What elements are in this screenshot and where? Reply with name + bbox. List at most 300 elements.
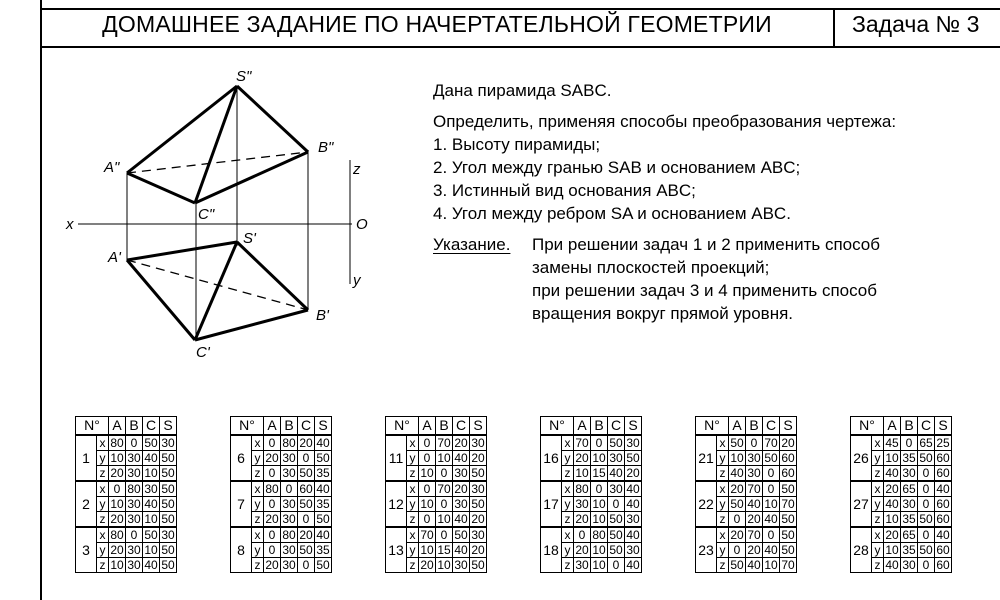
edge-a2-b2-hidden xyxy=(127,152,308,173)
table-cell: 40 xyxy=(747,557,761,572)
table-row xyxy=(696,527,797,543)
table-cell: 30 xyxy=(282,511,296,526)
table-cell: 50 xyxy=(161,465,175,480)
column-header: A xyxy=(419,417,436,436)
table-cell: 10 xyxy=(110,557,124,572)
table-cell: 50 xyxy=(919,542,933,557)
table-cell: 40 xyxy=(144,450,158,465)
table-cell: 30 xyxy=(575,557,589,572)
table-cell: 20 xyxy=(730,481,744,496)
table-cell: 0 xyxy=(608,497,625,512)
table-cell: 30 xyxy=(282,465,296,480)
column-header-number: N° xyxy=(541,417,574,436)
table-cell: 30 xyxy=(575,496,589,511)
variant-number: 23 xyxy=(696,527,717,573)
table-cell: 10 xyxy=(144,511,158,526)
table-cell: 30 xyxy=(902,496,916,511)
table-cell: 20 xyxy=(299,527,313,542)
axis-label: y xyxy=(717,543,729,558)
table-cell: 20 xyxy=(575,450,589,465)
table-cell: 30 xyxy=(609,481,623,496)
table-cell: 40 xyxy=(454,542,468,557)
table-cell: 40 xyxy=(454,511,468,526)
table-cell: 10 xyxy=(885,450,899,465)
edge-c1-a1 xyxy=(127,260,195,340)
label-a2: A" xyxy=(104,159,120,176)
axis-label: y xyxy=(407,497,419,512)
table-cell: 40 xyxy=(764,542,778,557)
table-cell: 0 xyxy=(419,451,436,466)
table-cell: 0 xyxy=(918,481,935,497)
table-cell: 60 xyxy=(781,450,795,465)
variant-number: 11 xyxy=(386,435,407,481)
axis-label: z xyxy=(562,558,574,573)
table-cell: 60 xyxy=(936,450,950,465)
table-cell: 50 xyxy=(161,450,175,465)
variant-number: 3 xyxy=(76,527,97,573)
table-header-row xyxy=(76,417,177,436)
axis-label: y xyxy=(97,497,109,512)
table-cell: 0 xyxy=(436,527,453,543)
table-cell: 70 xyxy=(781,557,795,572)
axis-label: x xyxy=(562,435,574,451)
table-cell: 10 xyxy=(144,542,158,557)
column-header: S xyxy=(470,417,487,436)
table-cell: 50 xyxy=(299,542,313,557)
column-header-number: N° xyxy=(851,417,884,436)
table-row xyxy=(386,435,487,451)
table-cell: 80 xyxy=(575,481,589,496)
table-cell: 10 xyxy=(764,557,778,572)
title-separator xyxy=(833,8,835,48)
variant-table xyxy=(695,416,797,573)
table-cell: 15 xyxy=(592,465,606,480)
page-title: ДОМАШНЕЕ ЗАДАНИЕ ПО НАЧЕРТАТЕЛЬНОЙ ГЕОМЕТРИИ xyxy=(102,11,772,37)
table-cell: 50 xyxy=(454,527,468,542)
axis-label: z xyxy=(562,466,574,482)
table-cell: 35 xyxy=(316,465,330,480)
table-cell: 35 xyxy=(902,511,916,526)
table-cell: 20 xyxy=(454,481,468,496)
table-cell: 10 xyxy=(592,557,606,572)
table-cell: 0 xyxy=(298,558,315,573)
table-cell: 70 xyxy=(420,527,434,542)
table-row xyxy=(696,435,797,451)
table-cell: 50 xyxy=(316,511,330,526)
table-cell: 50 xyxy=(609,435,623,450)
table-cell: 10 xyxy=(437,511,451,526)
intro-text: Определить, применяя способы преобразования чертежа: xyxy=(433,112,897,131)
table-cell: 50 xyxy=(161,496,175,511)
table-cell: 0 xyxy=(419,435,436,451)
table-row xyxy=(231,435,332,451)
table-cell: 10 xyxy=(730,450,744,465)
column-header: B xyxy=(436,417,453,436)
axis-label: y xyxy=(407,451,419,466)
axis-label: z xyxy=(717,512,729,528)
variant-number: 27 xyxy=(851,481,872,527)
table-cell: 10 xyxy=(437,450,451,465)
table-cell: 30 xyxy=(127,511,141,526)
table-cell: 50 xyxy=(781,511,795,526)
column-header: B xyxy=(746,417,763,436)
table-cell: 80 xyxy=(592,527,606,542)
table-cell: 40 xyxy=(316,435,330,450)
table-cell: 40 xyxy=(626,527,640,542)
table-cell: 10 xyxy=(437,557,451,572)
column-header: B xyxy=(901,417,918,436)
table-cell: 50 xyxy=(919,511,933,526)
table-cell: 0 xyxy=(574,527,591,543)
axis-label: y xyxy=(562,497,574,512)
table-cell: 50 xyxy=(161,557,175,572)
table-cell: 70 xyxy=(747,481,761,496)
table-cell: 10 xyxy=(420,496,434,511)
axis-label: x xyxy=(252,435,264,451)
table-cell: 10 xyxy=(575,465,589,480)
table-cell: 10 xyxy=(592,542,606,557)
label-b1: B' xyxy=(316,307,329,324)
table-header-row xyxy=(231,417,332,436)
table-cell: 50 xyxy=(919,450,933,465)
table-cell: 20 xyxy=(265,557,279,572)
table-cell: 10 xyxy=(885,542,899,557)
label-c1: C' xyxy=(196,344,210,361)
variant-number: 8 xyxy=(231,527,252,573)
axis-label: x xyxy=(252,481,264,497)
table-cell: 50 xyxy=(626,450,640,465)
column-header: C xyxy=(763,417,780,436)
task-item-3: 3. Истинный вид основания ABC; xyxy=(433,181,696,200)
table-cell: 50 xyxy=(781,527,795,542)
table-cell: 0 xyxy=(281,481,298,497)
table-cell: 30 xyxy=(471,527,485,542)
column-header: C xyxy=(608,417,625,436)
table-cell: 15 xyxy=(437,542,451,557)
table-cell: 50 xyxy=(730,496,744,511)
axis-label: z xyxy=(97,466,109,482)
table-cell: 40 xyxy=(316,527,330,542)
table-cell: 0 xyxy=(298,512,315,528)
table-cell: 10 xyxy=(592,496,606,511)
table-cell: 10 xyxy=(592,511,606,526)
table-cell: 0 xyxy=(264,543,281,558)
table-header-row xyxy=(851,417,952,436)
table-cell: 60 xyxy=(781,465,795,480)
table-cell: 0 xyxy=(763,481,780,497)
table-header-row xyxy=(386,417,487,436)
table-cell: 30 xyxy=(127,450,141,465)
table-cell: 0 xyxy=(419,512,436,528)
table-cell: 20 xyxy=(110,542,124,557)
hint-label: Указание. xyxy=(433,235,511,254)
table-cell: 50 xyxy=(144,527,158,542)
table-cell: 30 xyxy=(902,465,916,480)
table-row xyxy=(541,527,642,543)
table-cell: 0 xyxy=(264,435,281,451)
variant-number: 2 xyxy=(76,481,97,527)
column-header: S xyxy=(160,417,177,436)
table-cell: 40 xyxy=(626,481,640,496)
column-header: S xyxy=(780,417,797,436)
axis-label: y xyxy=(97,543,109,558)
axis-label: x xyxy=(407,527,419,543)
axis-label: y xyxy=(717,497,729,512)
table-cell: 35 xyxy=(316,496,330,511)
axis-label: x xyxy=(872,527,884,543)
label-y: y xyxy=(353,272,361,289)
table-cell: 0 xyxy=(763,527,780,543)
column-header: A xyxy=(729,417,746,436)
variant-table xyxy=(230,416,332,573)
table-cell: 80 xyxy=(127,481,141,496)
table-row xyxy=(76,527,177,543)
table-cell: 60 xyxy=(936,511,950,526)
table-cell: 50 xyxy=(299,496,313,511)
table-cell: 20 xyxy=(110,465,124,480)
table-cell: 30 xyxy=(454,496,468,511)
column-header: S xyxy=(935,417,952,436)
axis-label: y xyxy=(252,451,264,466)
table-cell: 70 xyxy=(764,435,778,450)
table-cell: 20 xyxy=(747,542,761,557)
table-cell: 0 xyxy=(419,481,436,497)
table-cell: 30 xyxy=(161,435,175,450)
table-cell: 30 xyxy=(144,481,158,496)
table-cell: 65 xyxy=(902,527,916,542)
table-cell: 20 xyxy=(471,542,485,557)
table-cell: 65 xyxy=(919,435,933,450)
table-cell: 40 xyxy=(316,481,330,496)
table-cell: 10 xyxy=(110,450,124,465)
table-cell: 30 xyxy=(127,542,141,557)
table-cell: 10 xyxy=(420,465,434,480)
axis-label: y xyxy=(252,543,264,558)
axis-label: z xyxy=(872,558,884,573)
axis-label: z xyxy=(252,466,264,482)
table-cell: 40 xyxy=(144,557,158,572)
table-row xyxy=(76,435,177,451)
table-cell: 30 xyxy=(471,435,485,450)
axis-label: y xyxy=(407,543,419,558)
table-cell: 20 xyxy=(471,450,485,465)
table-row xyxy=(386,527,487,543)
axis-label: x xyxy=(717,527,729,543)
table-cell: 60 xyxy=(936,542,950,557)
table-cell: 0 xyxy=(591,435,608,451)
table-cell: 80 xyxy=(110,435,124,450)
table-cell: 0 xyxy=(918,558,935,573)
axis-label: x xyxy=(252,527,264,543)
table-cell: 0 xyxy=(918,466,935,482)
axis-label: y xyxy=(97,451,109,466)
table-cell: 0 xyxy=(729,512,746,528)
table-cell: 0 xyxy=(298,451,315,466)
table-cell: 50 xyxy=(316,557,330,572)
table-cell: 30 xyxy=(282,557,296,572)
table-cell: 50 xyxy=(144,435,158,450)
table-cell: 0 xyxy=(126,527,143,543)
table-header-row xyxy=(696,417,797,436)
axis-label: x xyxy=(407,481,419,497)
table-cell: 30 xyxy=(902,557,916,572)
variant-number: 1 xyxy=(76,435,97,481)
label-s2: S" xyxy=(236,68,252,85)
axis-label: y xyxy=(717,451,729,466)
table-cell: 40 xyxy=(885,465,899,480)
table-cell: 65 xyxy=(902,481,916,496)
table-cell: 50 xyxy=(471,465,485,480)
table-cell: 70 xyxy=(437,481,451,496)
table-cell: 50 xyxy=(781,481,795,496)
table-cell: 20 xyxy=(265,450,279,465)
column-header-number: N° xyxy=(696,417,729,436)
table-row xyxy=(386,481,487,497)
table-cell: 40 xyxy=(936,527,950,542)
axis-label: x xyxy=(562,481,574,497)
column-header: C xyxy=(298,417,315,436)
edge-a1-s1 xyxy=(127,242,237,260)
column-header-number: N° xyxy=(231,417,264,436)
table-cell: 60 xyxy=(936,465,950,480)
table-cell: 70 xyxy=(781,496,795,511)
table-cell: 20 xyxy=(299,435,313,450)
variant-number: 7 xyxy=(231,481,252,527)
table-cell: 35 xyxy=(902,542,916,557)
table-cell: 20 xyxy=(575,511,589,526)
label-s1: S' xyxy=(243,230,256,247)
table-cell: 50 xyxy=(730,557,744,572)
given-text: Дана пирамида SABC. xyxy=(433,81,612,100)
column-header: B xyxy=(126,417,143,436)
table-cell: 0 xyxy=(591,481,608,497)
column-header: B xyxy=(591,417,608,436)
task-number: Задача № 3 xyxy=(852,11,980,37)
edge-b1-c1 xyxy=(195,310,308,340)
table-cell: 20 xyxy=(575,542,589,557)
table-cell: 0 xyxy=(901,435,918,451)
table-cell: 50 xyxy=(299,465,313,480)
axis-label: x xyxy=(97,527,109,543)
table-row xyxy=(541,435,642,451)
table-cell: 50 xyxy=(609,542,623,557)
table-cell: 70 xyxy=(437,435,451,450)
axis-label: z xyxy=(97,558,109,573)
table-cell: 0 xyxy=(264,527,281,543)
table-cell: 50 xyxy=(161,481,175,496)
axis-label: x xyxy=(872,435,884,451)
table-cell: 35 xyxy=(316,542,330,557)
axis-label: z xyxy=(872,512,884,528)
axis-label: y xyxy=(562,451,574,466)
table-cell: 30 xyxy=(282,450,296,465)
table-cell: 0 xyxy=(109,481,126,497)
task-item-4: 4. Угол между ребром SA и основанием ABC. xyxy=(433,204,791,223)
table-cell: 0 xyxy=(436,497,453,512)
variant-number: 6 xyxy=(231,435,252,481)
axis-label: y xyxy=(562,543,574,558)
axis-label: x xyxy=(407,435,419,451)
table-cell: 50 xyxy=(781,542,795,557)
axis-label: y xyxy=(872,497,884,512)
axis-label: x xyxy=(717,481,729,497)
table-cell: 50 xyxy=(316,450,330,465)
table-row xyxy=(541,481,642,497)
column-header: S xyxy=(625,417,642,436)
table-cell: 20 xyxy=(454,435,468,450)
axis-label: x xyxy=(97,435,109,451)
variant-table xyxy=(850,416,952,573)
table-cell: 30 xyxy=(454,465,468,480)
label-a1: A' xyxy=(108,249,121,266)
table-cell: 30 xyxy=(127,496,141,511)
axis-label: x xyxy=(97,481,109,497)
table-cell: 40 xyxy=(626,557,640,572)
table-cell: 40 xyxy=(626,496,640,511)
hint-line-3: при решении задач 3 и 4 применить способ xyxy=(532,281,877,300)
table-cell: 60 xyxy=(936,557,950,572)
variant-number: 28 xyxy=(851,527,872,573)
table-cell: 30 xyxy=(626,542,640,557)
table-cell: 0 xyxy=(918,527,935,543)
table-cell: 20 xyxy=(471,511,485,526)
table-cell: 50 xyxy=(764,450,778,465)
table-cell: 40 xyxy=(609,465,623,480)
table-cell: 10 xyxy=(885,511,899,526)
table-cell: 50 xyxy=(730,435,744,450)
edge-s2-b2 xyxy=(237,86,308,152)
table-cell: 20 xyxy=(110,511,124,526)
edge-s1-c1 xyxy=(195,242,237,340)
table-cell: 20 xyxy=(265,511,279,526)
table-cell: 30 xyxy=(454,557,468,572)
axis-label: z xyxy=(407,512,419,528)
variant-table xyxy=(385,416,487,573)
table-cell: 50 xyxy=(471,496,485,511)
table-cell: 30 xyxy=(471,481,485,496)
table-header-row xyxy=(541,417,642,436)
variant-number: 16 xyxy=(541,435,562,481)
pyramid-drawing xyxy=(0,50,420,370)
table-cell: 20 xyxy=(885,481,899,496)
task-item-1: 1. Высоту пирамиды; xyxy=(433,135,601,154)
table-row xyxy=(231,481,332,497)
table-cell: 10 xyxy=(764,496,778,511)
table-cell: 0 xyxy=(126,435,143,451)
column-header: A xyxy=(109,417,126,436)
axis-label: z xyxy=(252,512,264,528)
table-cell: 0 xyxy=(264,497,281,512)
table-cell: 40 xyxy=(144,496,158,511)
table-cell: 20 xyxy=(885,527,899,542)
column-header-number: N° xyxy=(76,417,109,436)
column-header: S xyxy=(315,417,332,436)
table-cell: 0 xyxy=(746,435,763,451)
table-cell: 30 xyxy=(609,450,623,465)
table-cell: 40 xyxy=(454,450,468,465)
variant-number: 17 xyxy=(541,481,562,527)
variant-number: 26 xyxy=(851,435,872,481)
table-cell: 50 xyxy=(161,542,175,557)
axis-label: z xyxy=(407,466,419,482)
column-header-number: N° xyxy=(386,417,419,436)
variant-number: 22 xyxy=(696,481,717,527)
table-cell: 50 xyxy=(471,557,485,572)
table-cell: 30 xyxy=(282,496,296,511)
table-cell: 30 xyxy=(626,435,640,450)
column-header: C xyxy=(453,417,470,436)
table-cell: 30 xyxy=(282,542,296,557)
